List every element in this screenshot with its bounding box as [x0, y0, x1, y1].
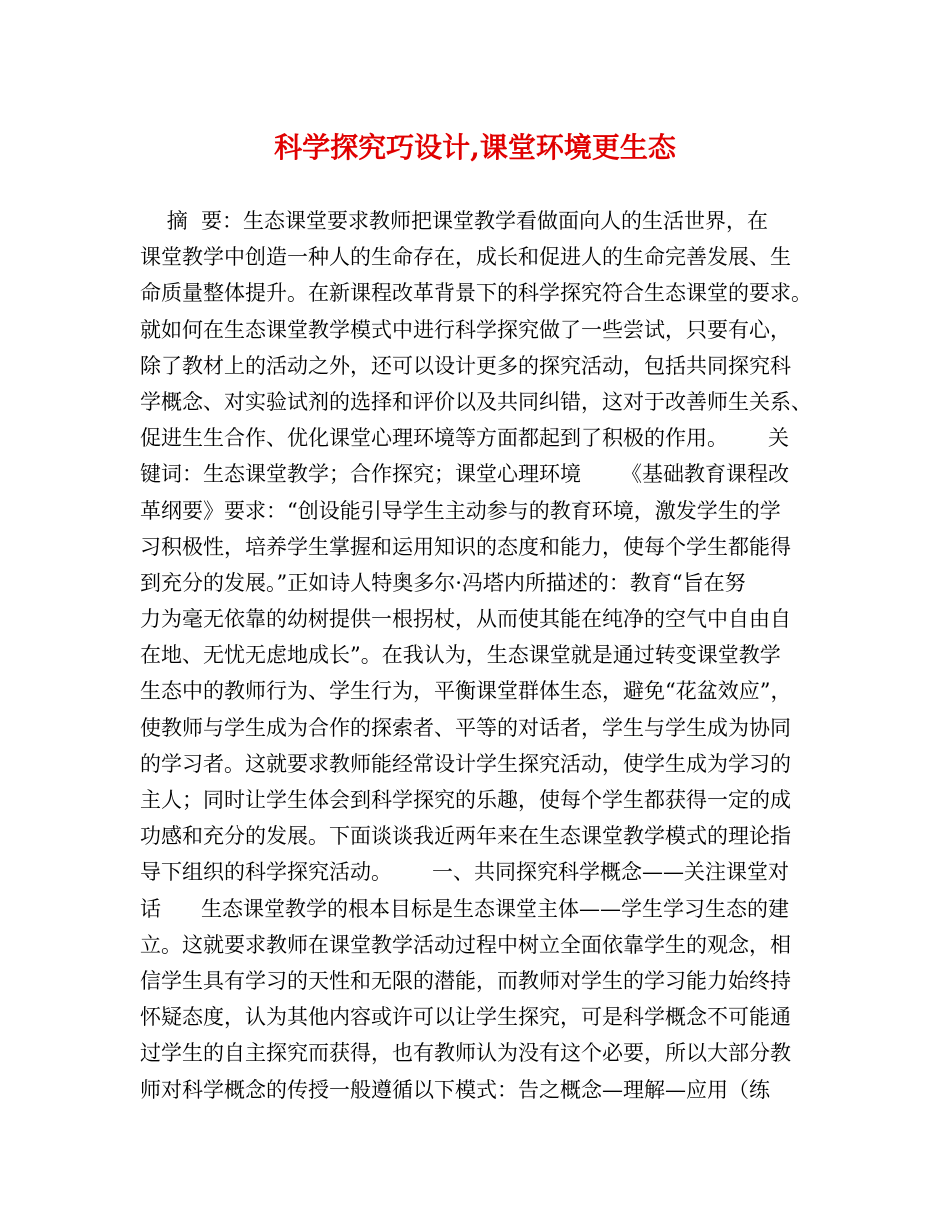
body-line: 生态中的教师行为、学生行为，平衡课堂群体生态，避免“花盆效应”， — [140, 679, 792, 704]
body-line: 学概念、对实验试剂的选择和评价以及共同纠错，这对于改善师生关系、 — [140, 389, 812, 414]
body-line: 怀疑态度，认为其他内容或许可以让学生探究，可是科学概念不可能通 — [140, 1005, 791, 1030]
body-line: 课堂教学中创造一种人的生命存在，成长和促进人的生命完善发展、生 — [140, 245, 791, 270]
body-line: 立。这就要求教师在课堂教学活动过程中树立全面依靠学生的观念，相 — [140, 932, 791, 957]
body-line: 革纲要》要求：“创设能引导学生主动参与的教育环境，激发学生的学 — [140, 498, 781, 523]
body-line: 主人；同时让学生体会到科学探究的乐趣，使每个学生都获得一定的成 — [140, 788, 791, 812]
body-line: 摘 要：生态课堂要求教师把课堂教学看做面向人的生活世界，在 — [140, 209, 769, 233]
body-line: 导下组织的科学探究活动。 一、共同探究科学概念——关注课堂对 — [140, 860, 790, 885]
body-line: 在地、无忧无虑地成长”。在我认为，生态课堂就是通过转变课堂教学 — [140, 643, 781, 668]
body-line: 到充分的发展。”正如诗人特奥多尔·冯塔内所描述的：教育“旨在努 — [140, 570, 746, 595]
body-line: 话 生态课堂教学的根本目标是生态课堂主体——学生学习生态的建 — [140, 896, 790, 921]
body-line: 力为毫无依靠的幼树提供一根拐杖，从而使其能在纯净的空气中自由自 — [140, 607, 791, 632]
body-line: 信学生具有学习的天性和无限的潜能，而教师对学生的学习能力始终持 — [140, 968, 791, 993]
body-line: 促进生生合作、优化课堂心理环境等方面都起到了积极的作用。 关 — [140, 426, 790, 451]
body-line: 键词：生态课堂教学；合作探究；课堂心理环境 《基础教育课程改 — [140, 462, 790, 487]
body-line: 习积极性，培养学生掌握和运用知识的态度和能力，使每个学生都能得 — [140, 534, 791, 559]
body-line: 除了教材上的活动之外，还可以设计更多的探究活动，包括共同探究科 — [140, 353, 791, 378]
body-line: 功感和充分的发展。下面谈谈我近两年来在生态课堂教学模式的理论指 — [140, 824, 791, 849]
document-title: 科学探究巧设计,课堂环境更生态 — [274, 131, 676, 164]
body-line: 就如何在生态课堂教学模式中进行科学探究做了一些尝试，只要有心， — [140, 317, 791, 342]
document-body — [140, 203, 830, 1108]
body-line: 命质量整体提升。在新课程改革背景下的科学探究符合生态课堂的要求。 — [140, 281, 812, 306]
body-line: 使教师与学生成为合作的探索者、平等的对话者，学生与学生成为协同 — [140, 715, 791, 740]
body-line: 师对科学概念的传授一般遵循以下模式：告之概念—理解—应用（练 — [140, 1077, 770, 1102]
body-line: 的学习者。这就要求教师能经常设计学生探究活动，使学生成为学习的 — [140, 751, 791, 776]
body-line: 过学生的自主探究而获得，也有教师认为没有这个必要，所以大部分教 — [140, 1041, 791, 1066]
